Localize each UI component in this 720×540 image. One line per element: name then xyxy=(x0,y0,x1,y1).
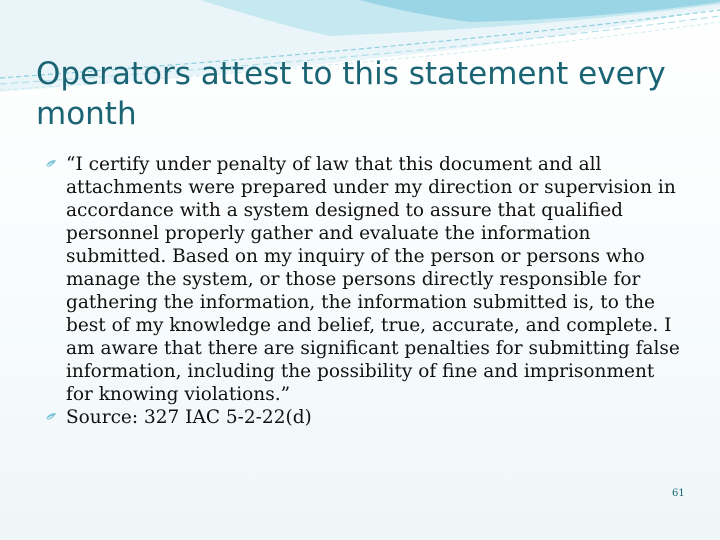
bullet-list xyxy=(42,153,682,429)
leaf-bullet-icon xyxy=(45,412,57,422)
bullet-item-certification xyxy=(42,153,682,406)
leaf-bullet-icon xyxy=(45,159,57,169)
page-number: 61 xyxy=(672,488,685,499)
bullet-text: Source: 327 IAC 5-2-22(d) xyxy=(66,407,312,428)
bullet-text: “I certify under penalty of law that this document and all attachments were prepared under my direction or supervision in accordance with a system designed to assure that qualified personnel properly gather and evaluate the information submitted. Based on my inquiry of the person or persons who manage the system, or those persons directly responsible for gathering the information, the information submitted is, to the best of my knowledge and belief, true, accurate, and complete. I am aware that there are significant penalties for submitting false information, including the possibility of fine and imprisonment for knowing violations.” xyxy=(66,154,680,405)
bullet-item-source xyxy=(42,406,682,429)
slide-title: Operators attest to this statement every month xyxy=(36,56,666,132)
